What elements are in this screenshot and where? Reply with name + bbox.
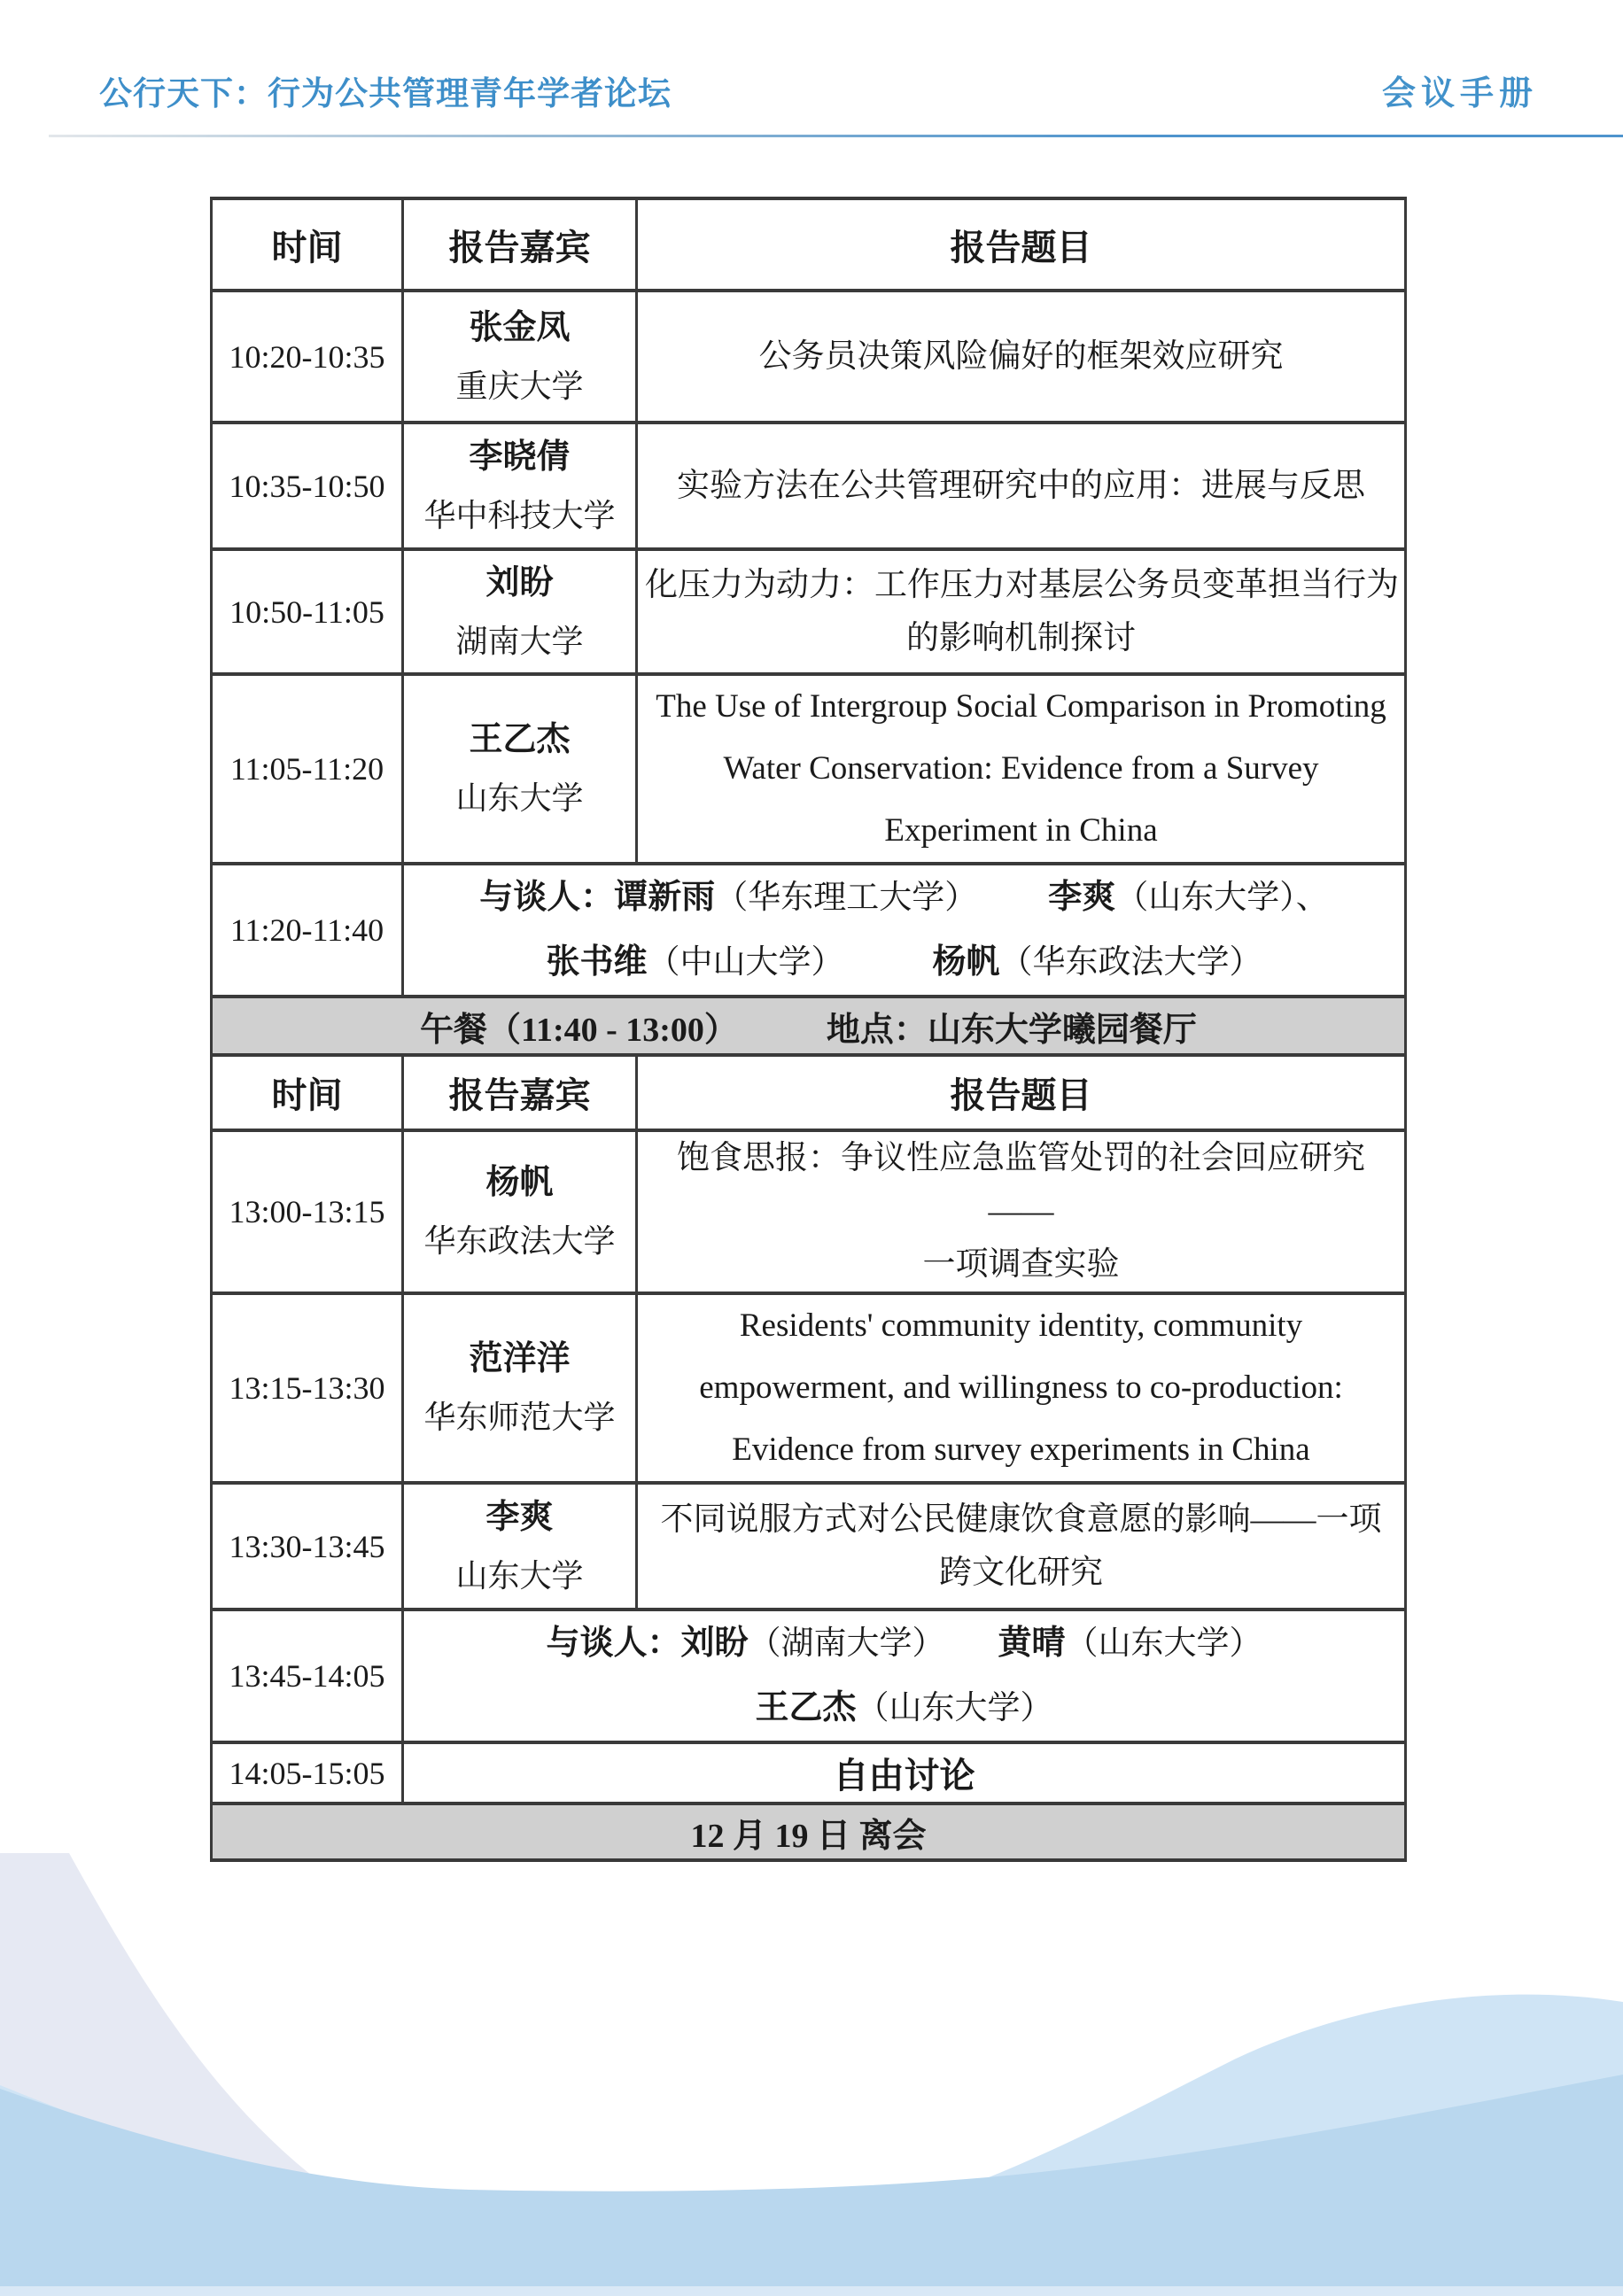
table-header-row bbox=[212, 1055, 1406, 1130]
talk-title bbox=[637, 423, 1406, 549]
table-row bbox=[212, 1293, 1406, 1483]
time-cell: 10:35-10:50 bbox=[212, 423, 403, 549]
lunch-time: 午餐（11:40 - 13:00） bbox=[420, 1011, 738, 1049]
speaker-cell bbox=[403, 1293, 637, 1483]
table-row bbox=[212, 1130, 1406, 1293]
speaker-affiliation: 华东师范大学 bbox=[423, 1400, 616, 1435]
speaker-name: 李爽 bbox=[485, 1498, 554, 1536]
depart-banner-row bbox=[212, 1803, 1406, 1860]
speaker-cell bbox=[403, 549, 637, 674]
lunch-location: 地点：山东大学曦园餐厅 bbox=[826, 1011, 1197, 1049]
column-header-title: 报告题目 bbox=[637, 1055, 1406, 1130]
time-cell: 13:00-13:15 bbox=[212, 1130, 403, 1293]
speaker-name: 刘盼 bbox=[485, 563, 554, 601]
discussant-affiliation: （山东大学） bbox=[1065, 1625, 1262, 1662]
discussants-line bbox=[411, 930, 1397, 995]
column-header-speaker: 报告嘉宾 bbox=[403, 1055, 637, 1130]
discussion-row bbox=[212, 864, 1406, 997]
discussant-label: 与谈人： bbox=[479, 879, 615, 916]
column-header-time: 时间 bbox=[212, 1055, 403, 1130]
talk-title bbox=[637, 1293, 1406, 1483]
speaker-name: 张金凤 bbox=[469, 308, 571, 346]
talk-title-line: Evidence from survey experiments in China bbox=[732, 1431, 1310, 1468]
table-row bbox=[212, 291, 1406, 423]
lunch-banner-row bbox=[212, 997, 1406, 1055]
free-discussion-row bbox=[212, 1742, 1406, 1803]
talk-title bbox=[637, 291, 1406, 423]
speaker-name: 王乙杰 bbox=[469, 721, 571, 758]
discussants-cell bbox=[403, 1610, 1406, 1742]
speaker-name: 杨帆 bbox=[485, 1164, 554, 1201]
discussant-affiliation: （山东大学） bbox=[856, 1690, 1053, 1726]
discussant-affiliation: （山东大学）、 bbox=[1115, 880, 1329, 916]
discussant-name: 张书维 bbox=[546, 943, 648, 981]
column-header-title: 报告题目 bbox=[637, 198, 1406, 291]
talk-title bbox=[637, 1483, 1406, 1610]
talk-title-line: empowerment, and willingness to co-production: bbox=[699, 1369, 1343, 1406]
speaker-name: 李晓倩 bbox=[469, 438, 571, 476]
footer-waves bbox=[0, 1853, 1623, 2296]
speaker-name: 范洋洋 bbox=[469, 1340, 571, 1377]
talk-title-line: 一项调查实验 bbox=[922, 1246, 1120, 1283]
speaker-affiliation: 山东大学 bbox=[455, 1557, 584, 1594]
time-cell: 13:15-13:30 bbox=[212, 1293, 403, 1483]
discussants-line bbox=[411, 1676, 1397, 1741]
column-header-time: 时间 bbox=[212, 198, 403, 291]
speaker-cell bbox=[403, 423, 637, 549]
speaker-cell bbox=[403, 1483, 637, 1610]
depart-banner bbox=[212, 1803, 1406, 1860]
table-row bbox=[212, 423, 1406, 549]
talk-title-line: 不同说服方式对公民健康饮食意愿的影响——一项 bbox=[660, 1501, 1382, 1538]
talk-title bbox=[637, 1130, 1406, 1293]
table-row bbox=[212, 1483, 1406, 1610]
discussant-name: 李爽 bbox=[1048, 879, 1116, 916]
wave-bottom-strip bbox=[0, 2286, 1623, 2296]
page-header bbox=[99, 66, 1538, 114]
discussant-name: 杨帆 bbox=[932, 943, 1000, 981]
discussant-affiliation: （华东理工大学） bbox=[715, 880, 978, 916]
free-discussion-cell bbox=[403, 1742, 1406, 1803]
discussant-name: 黄晴 bbox=[998, 1625, 1066, 1662]
time-cell: 13:45-14:05 bbox=[212, 1610, 403, 1742]
discussant-name: 谭新雨 bbox=[614, 879, 716, 916]
time-cell: 13:30-13:45 bbox=[212, 1483, 403, 1610]
talk-title-line: The Use of Intergroup Social Comparison in Promoting bbox=[656, 688, 1386, 725]
talk-title bbox=[637, 674, 1406, 864]
page-title: 公行天下：行为公共管理青年学者论坛 bbox=[99, 75, 672, 112]
discussant-affiliation: （中山大学） bbox=[647, 944, 844, 981]
time-cell: 10:20-10:35 bbox=[212, 291, 403, 423]
talk-title bbox=[637, 549, 1406, 674]
speaker-cell bbox=[403, 674, 637, 864]
table-row bbox=[212, 674, 1406, 864]
table-header-row bbox=[212, 198, 1406, 291]
lunch-banner bbox=[212, 997, 1406, 1055]
speaker-affiliation: 重庆大学 bbox=[455, 368, 584, 404]
talk-title-line: Residents' community identity, community bbox=[739, 1307, 1303, 1344]
manual-label: 会议手册 bbox=[1381, 75, 1538, 112]
time-cell: 10:50-11:05 bbox=[212, 549, 403, 674]
speaker-cell bbox=[403, 1130, 637, 1293]
talk-title-line: 公务员决策风险偏好的框架效应研究 bbox=[758, 337, 1284, 375]
discussant-affiliation: （湖南大学） bbox=[748, 1625, 945, 1662]
talk-title-line: 饱食思报：争议性应急监管处罚的社会回应研究—— bbox=[677, 1140, 1365, 1229]
discussion-row bbox=[212, 1610, 1406, 1742]
header-divider bbox=[49, 135, 1623, 137]
talk-title-line: Water Conservation: Evidence from a Survey bbox=[723, 750, 1319, 787]
depart-label: 12 月 19 日 离会 bbox=[690, 1817, 927, 1855]
time-cell: 11:20-11:40 bbox=[212, 864, 403, 997]
free-discussion-label: 自由讨论 bbox=[833, 1756, 975, 1796]
speaker-affiliation: 华东政法大学 bbox=[423, 1223, 616, 1259]
talk-title-line: 跨文化研究 bbox=[939, 1554, 1103, 1591]
speaker-cell bbox=[403, 291, 637, 423]
time-cell: 11:05-11:20 bbox=[212, 674, 403, 864]
talk-title-line: Experiment in China bbox=[884, 812, 1158, 849]
time-cell: 14:05-15:05 bbox=[212, 1742, 403, 1803]
discussants-line bbox=[411, 865, 1397, 930]
talk-title-line: 实验方法在公共管理研究中的应用：进展与反思 bbox=[677, 467, 1365, 504]
speaker-affiliation: 华中科技大学 bbox=[423, 497, 616, 533]
column-header-speaker: 报告嘉宾 bbox=[403, 198, 637, 291]
discussants-line bbox=[411, 1611, 1397, 1676]
discussant-affiliation: （华东政法大学） bbox=[999, 944, 1262, 981]
speaker-affiliation: 湖南大学 bbox=[455, 623, 584, 659]
talk-title-line: 的影响机制探讨 bbox=[906, 619, 1136, 656]
discussant-name: 刘盼 bbox=[680, 1625, 749, 1662]
discussant-label: 与谈人： bbox=[546, 1625, 681, 1662]
talk-title-line: 化压力为动力：工作压力对基层公务员变革担当行为 bbox=[645, 566, 1399, 603]
discussant-name: 王乙杰 bbox=[755, 1689, 857, 1726]
table-row bbox=[212, 549, 1406, 674]
speaker-affiliation: 山东大学 bbox=[455, 780, 584, 816]
schedule-table bbox=[210, 197, 1407, 1862]
discussants-cell bbox=[403, 864, 1406, 997]
